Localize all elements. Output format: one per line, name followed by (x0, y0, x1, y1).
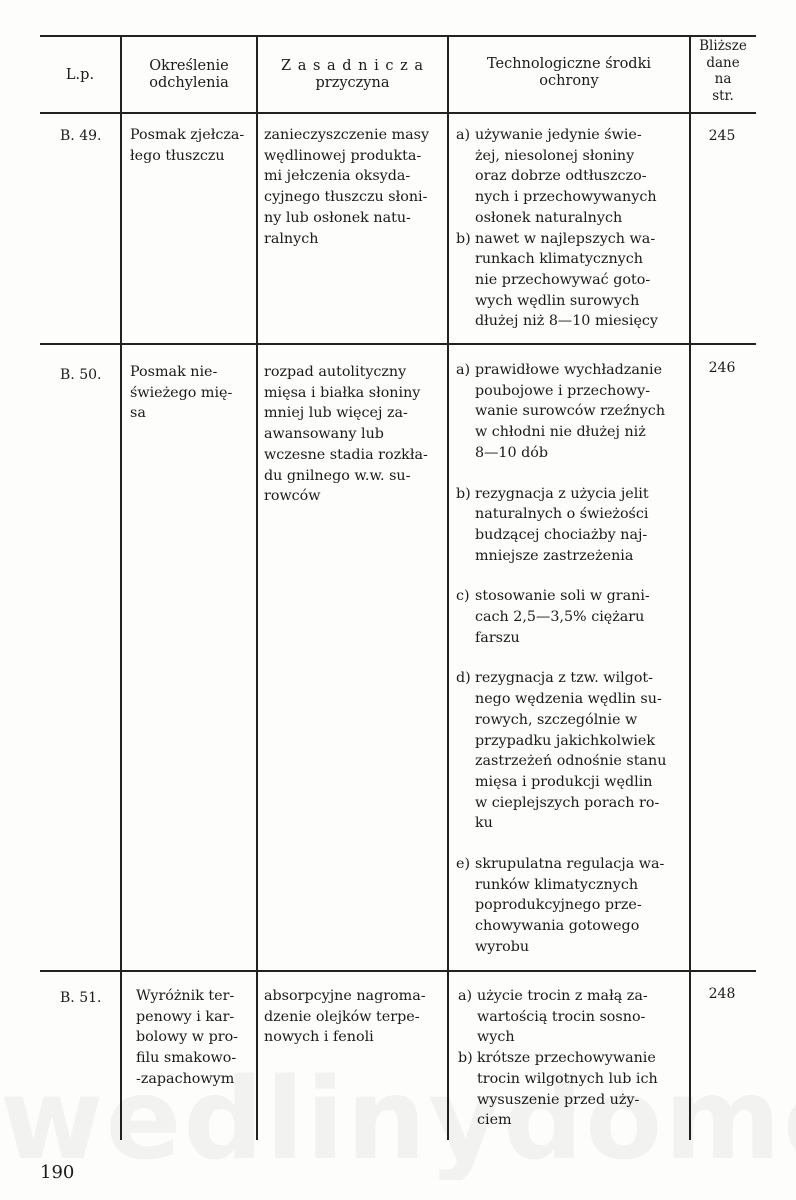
text-line: rowców (264, 488, 321, 505)
text-line: naturalnych o świeżości (475, 506, 649, 523)
text-line: runkach klimatycznych (475, 251, 643, 268)
header-line: ochrony (539, 73, 599, 89)
text-line: przypadku jakichkolwiek (475, 732, 656, 749)
header-line: na (714, 71, 732, 87)
text-line: nie przechowywać goto- (475, 271, 651, 288)
item-text (475, 586, 684, 648)
item-label: a) (458, 988, 473, 1004)
item-text (477, 986, 684, 1048)
row-measures (456, 125, 684, 332)
text-line: świeżego mię- (130, 384, 233, 401)
item-label: e) (456, 856, 471, 873)
column-divider (689, 35, 691, 1140)
text-line: stosowanie soli w grani- (475, 588, 650, 605)
header-line: dane (706, 54, 740, 71)
text-line: mniej lub więcej za- (264, 405, 408, 422)
header-cause (258, 58, 447, 92)
text-line: rezygnacja z tzw. wilgot- (475, 670, 653, 687)
header-line: przyczyna (315, 75, 390, 91)
text-line: osłonek naturalnych (475, 209, 623, 226)
row-deviation (130, 362, 255, 424)
text-line: nych i przechowywanych (475, 189, 657, 206)
row-lp: B. 51. (60, 990, 102, 1006)
item-label: b) (456, 485, 471, 502)
text-line: du gnilnego w.w. su- (264, 467, 411, 484)
text-line: wyrobu (475, 938, 530, 955)
header-line: str. (712, 87, 734, 104)
item-label: c) (456, 588, 470, 605)
text-line: mięsa i białka słoniny (264, 384, 421, 401)
text-line: łego tłuszczu (130, 147, 225, 164)
row-page-ref: 246 (708, 360, 736, 376)
text-line: zastrzeżeń odnośnie stanu (475, 753, 667, 770)
text-line: runków klimatycznych (475, 876, 639, 893)
text-line: w cieplejszych porach ro- (475, 794, 660, 811)
text-line: zanieczyszczenie masy (264, 127, 430, 143)
text-line: Posmak nie- (130, 364, 218, 380)
text-line: ku (475, 815, 493, 832)
header-lp (40, 67, 120, 84)
text-line: farszu (475, 629, 520, 646)
text-line: poprodukcyjnego prze- (475, 897, 642, 914)
text-line: nawet w najlepszych wa- (475, 230, 656, 247)
text-line: wartością trocin sosno- (477, 1008, 646, 1025)
header-measures (449, 56, 689, 90)
measure-item (456, 360, 684, 464)
item-label: b) (456, 230, 471, 247)
text-line: mniejsze zastrzeżenia (475, 547, 634, 564)
text-line: poubojowe i przechowy- (475, 382, 651, 399)
text-line: awansowany lub (264, 426, 384, 443)
measure-item (456, 586, 684, 648)
text-line: krótsze przechowywanie (477, 1050, 656, 1067)
measure-item (456, 668, 684, 834)
text-line: nego wędzenia wędlin su- (475, 691, 662, 708)
item-text (475, 854, 684, 958)
measure-item (456, 484, 684, 567)
text-line: rozpad autolityczny (264, 364, 407, 380)
item-text (475, 484, 684, 567)
header-line: Z a s a d n i c z a (281, 58, 424, 74)
item-text (475, 125, 684, 229)
text-line: rezygnacja z użycia jelit (475, 485, 649, 502)
item-text (475, 360, 684, 464)
item-label: a) (456, 127, 471, 143)
text-line: wędlinowej produkta- (264, 147, 422, 164)
text-line: ciem (477, 1112, 512, 1129)
measure-item (456, 229, 684, 333)
text-line: wysuszenie przed uży- (477, 1091, 640, 1108)
text-line: oraz dobrze odtłuszczo- (475, 168, 647, 185)
column-divider (120, 35, 122, 1140)
row-deviation (130, 125, 255, 166)
header-line: Określenie (149, 58, 229, 74)
item-label: d) (456, 670, 471, 687)
text-line: cyjnego tłuszczu słoni- (264, 189, 428, 206)
row-lp: B. 50. (60, 367, 102, 383)
row-cause (264, 362, 444, 507)
text-line: dłużej niż 8—10 miesięcy (475, 313, 658, 330)
row-page-ref: 245 (708, 128, 736, 144)
text-line: dzenie olejków terpe- (264, 1008, 420, 1025)
row-lp: B. 49. (60, 128, 102, 144)
text-line: w chłodni nie dłużej niż (475, 424, 646, 441)
text-line: wych wędlin surowych (475, 292, 640, 309)
row-measures (456, 360, 684, 958)
text-line: penowy i kar- (136, 1008, 235, 1025)
text-line: używanie jedynie świe- (475, 127, 642, 143)
text-line: rowych, szczególnie w (475, 711, 638, 728)
text-line: mięsa i produkcji wędlin (475, 773, 653, 790)
text-line: budzącej chociażby naj- (475, 526, 648, 543)
measure-item (456, 854, 684, 958)
text-line: ralnych (264, 230, 319, 247)
row-cause (264, 125, 444, 249)
text-line: Posmak zjełcza- (130, 127, 245, 143)
measure-item (456, 125, 684, 229)
header-line: odchylenia (149, 75, 229, 91)
text-line: skrupulatna regulacja wa- (475, 856, 665, 873)
row-cause (264, 986, 444, 1048)
text-line: użycie trocin z małą za- (477, 988, 648, 1004)
header-line: Bliższe (699, 38, 747, 54)
text-line: bolowy w pro- (136, 1029, 239, 1046)
header-bottom-border (40, 112, 756, 114)
text-line: wanie surowców rzeźnych (475, 403, 666, 420)
measure-item (458, 986, 684, 1048)
table-top-border (40, 35, 756, 37)
text-line: wych (477, 1029, 515, 1046)
header-line: Technologiczne środki (486, 56, 652, 72)
text-line: cach 2,5—3,5% ciężaru (475, 609, 645, 626)
column-divider (447, 35, 449, 1140)
item-label: a) (456, 362, 471, 378)
text-line: wczesne stadia rozkła- (264, 446, 428, 463)
watermark (0, 1060, 796, 1180)
text-line: sa (130, 405, 146, 422)
text-line: Wyróżnik ter- (136, 988, 235, 1004)
text-line: nowych i fenoli (264, 1029, 374, 1046)
header-deviation (122, 58, 256, 92)
column-divider (256, 35, 258, 1140)
header-lp-text: L.p. (65, 67, 95, 83)
page-number: 190 (40, 1162, 75, 1183)
text-line: żej, niesolonej słoniny (475, 147, 635, 164)
text-line: 8—10 dób (475, 444, 549, 461)
item-text (475, 229, 684, 333)
text-line: mi jełczenia oksyda- (264, 168, 411, 185)
text-line: prawidłowe wychładzanie (475, 362, 663, 378)
text-line: chowywania gotowego (475, 918, 640, 935)
row-divider (40, 343, 756, 345)
text-line: trocin wilgotnych lub ich (477, 1070, 658, 1087)
text-line: ny lub osłonek natu- (264, 209, 411, 226)
item-label: b) (458, 1050, 473, 1067)
item-text (475, 668, 684, 834)
row-page-ref: 248 (708, 986, 736, 1002)
text-line: filu smakowo- (136, 1050, 237, 1067)
text-line: absorpcyjne nagroma- (264, 988, 426, 1004)
header-details (690, 38, 756, 104)
text-line: -zapachowym (136, 1070, 235, 1087)
row-divider (40, 970, 756, 972)
